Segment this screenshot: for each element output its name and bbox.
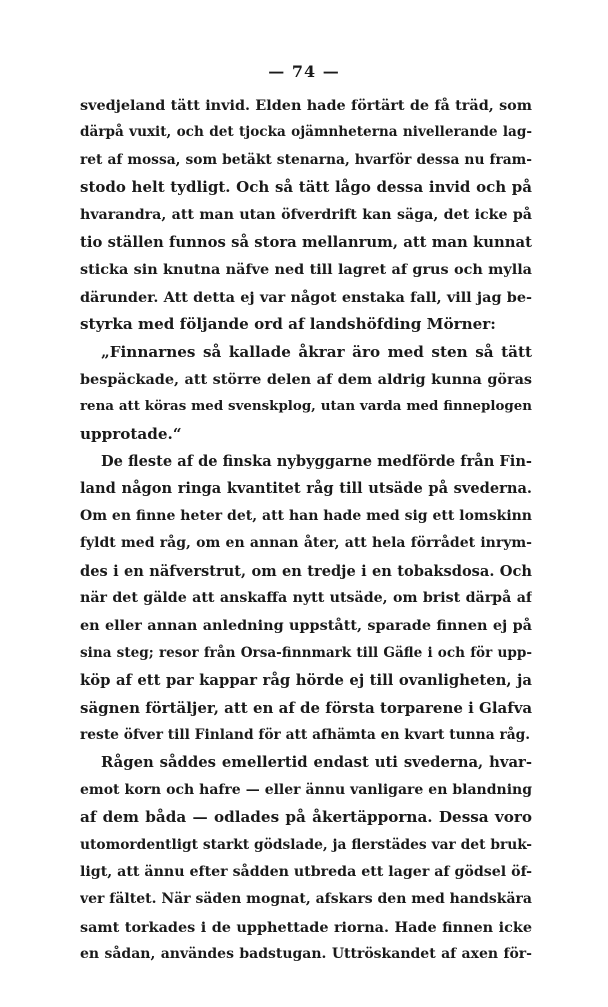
- text-line: därpå vuxit, och det tjocka ojämnheterna nivellerande lag-: [80, 124, 532, 141]
- text-line: hvarandra, att man utan öfverdrift kan säga, det icke på: [80, 206, 532, 223]
- text-line: land någon ringa kvantitet råg till utsäde på svederna.: [80, 480, 532, 498]
- text-line: Rågen såddes emellertid endast uti svederna, hvar-: [101, 754, 532, 772]
- text-line: när det gälde att anskaffa nytt utsäde, om brist därpå af: [80, 590, 532, 607]
- text-line: emot korn och hafre — eller ännu vanligare en blandning: [80, 781, 532, 798]
- page-number: — 74 —: [268, 62, 340, 81]
- text-line: sticka sin knutna näfve ned till lagret af grus och mylla: [80, 261, 532, 279]
- quote-line: „Finnarnes så kallade åkrar äro med sten så tätt: [101, 342, 532, 361]
- text-line: Om en finne heter det, att han hade med sig ett lomskinn: [80, 507, 532, 524]
- body-text: [80, 92, 532, 969]
- text-line: fyldt med råg, om en annan åter, att hela förrådet inrym-: [80, 535, 532, 552]
- quote-line: upprotade.“: [80, 424, 182, 443]
- text-line: en sådan, användes badstugan. Uttröskandet af axen för-: [80, 946, 532, 963]
- text-line: styrka med följande ord af landshöfding Mörner:: [80, 315, 496, 334]
- text-line: af dem båda — odlades på åkertäpporna. Dessa voro: [80, 808, 532, 827]
- text-line: utomordentligt starkt gödslade, ja flerstädes var det bruk-: [80, 836, 532, 853]
- text-line: svedjeland tätt invid. Elden hade förtärt de få träd, som: [80, 97, 532, 114]
- text-line: ret af mossa, som betäkt stenarna, hvarför dessa nu fram-: [80, 151, 532, 168]
- text-line: därunder. Att detta ej var något enstaka fall, vill jag be-: [80, 288, 532, 306]
- text-line: ligt, att ännu efter sådden utbreda ett lager af gödsel öf-: [80, 863, 532, 880]
- text-line: ver fältet. När säden mognat, afskars den med handskära: [80, 891, 532, 908]
- text-line: köp af ett par kappar råg hörde ej till ovanligheten, ja: [80, 672, 532, 690]
- text-line: sägnen förtäljer, att en af de första torparene i Glafva: [80, 698, 532, 717]
- text-line: reste öfver till Finland för att afhämta en kvart tunna råg.: [80, 726, 531, 743]
- text-line: stodo helt tydligt. Och så tätt lågo dessa invid och på: [80, 178, 532, 197]
- text-line: des i en näfverstrut, om en tredje i en tobaksdosa. Och: [80, 562, 532, 580]
- quote-line: rena att köras med svenskplog, utan varda med finneplogen: [80, 398, 532, 415]
- quote-line: bespäckade, att större delen af dem aldrig kunna göras: [80, 370, 532, 388]
- text-line: tio ställen funnos så stora mellanrum, att man kunnat: [80, 233, 532, 251]
- text-line: sina steg; resor från Orsa-finnmark till Gäfle i och för upp-: [80, 644, 532, 661]
- text-line: De fleste af de finska nybyggarne medförde från Fin-: [101, 453, 532, 471]
- text-line: en eller annan anledning uppstått, sparade finnen ej på: [80, 617, 532, 635]
- text-line: samt torkades i de upphettade riorna. Hade finnen icke: [80, 918, 532, 936]
